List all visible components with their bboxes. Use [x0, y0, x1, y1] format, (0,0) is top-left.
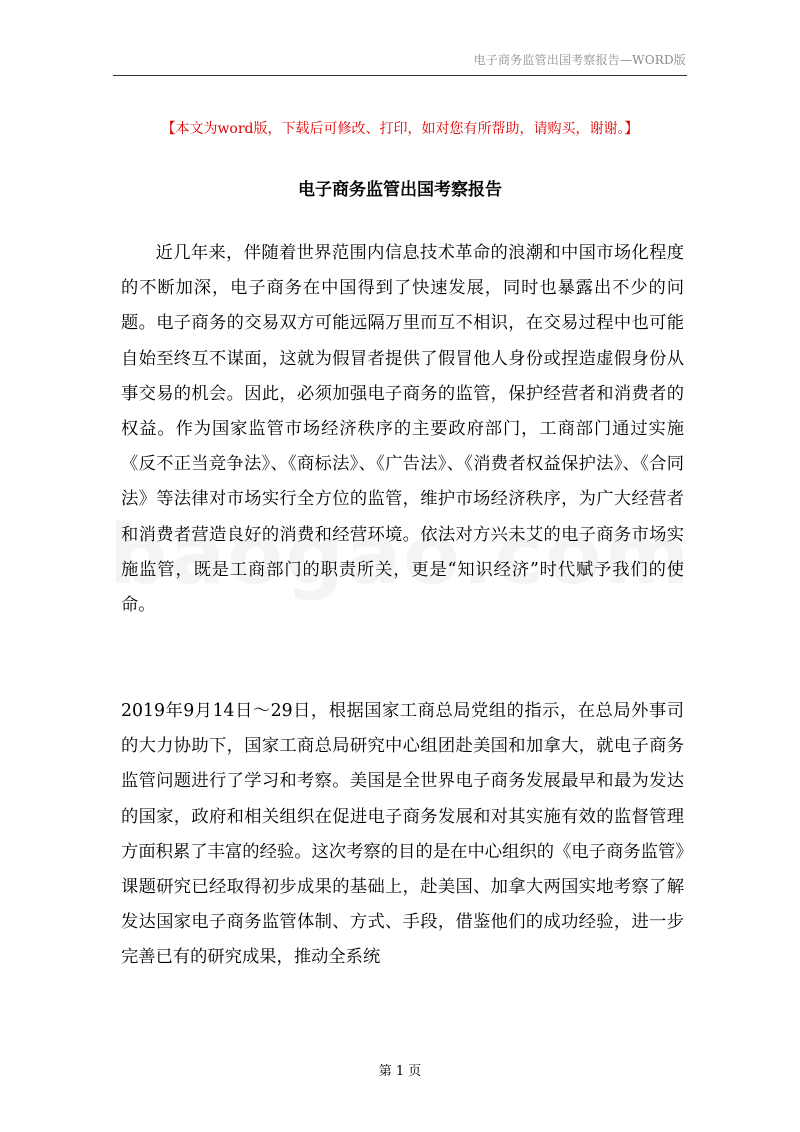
- page-number: 第 1 页: [378, 1064, 422, 1079]
- header-divider: [113, 75, 687, 76]
- running-header: 电子商务监管出国考察报告—WORD版: [473, 53, 686, 67]
- body-paragraph-2: 2019年9月14日～29日，根据国家工商总局党组的指示，在总局外事司的大力协助下，国家工商总局研究中心组团赴美国和加拿大，就电子商务监管问题进行了学习和考察。美国是全世界电子商务发展最早和最为发达的国家，政府和相关组织在促进电子商务发展和对其实施有效的监督管理方面积累了丰富的经验。这次考察的目的是在中心组织的《电子商务监管》课题研究已经取得初步成果的基础上，赴美国、加拿大两国实地考察了解发达国家电子商务监管体制、方式、手段，借鉴他们的成功经验，进一步完善已有的研究成果，推动全系统: [121, 701, 684, 968]
- body-paragraph-1: 近几年来，伴随着世界范围内信息技术革命的浪潮和中国市场化程度的不断加深，电子商务在中国得到了快速发展，同时也暴露出不少的问题。电子商务的交易双方可能远隔万里而互不相识，在交易过程中也可能自始至终互不谋面，这就为假冒者提供了假冒他人身份或捏造虚假身份从事交易的机会。因此，必须加强电子商务的监管，保护经营者和消费者的权益。作为国家监管市场经济秩序的主要政府部门，工商部门通过实施《反不正当竞争法》、《商标法》、《广告法》、《消费者权益保护法》、《合同法》等法律对市场实行全方位的监管，维护市场经济秩序，为广大经营者和消费者营造良好的消费和经营环境。依法对方兴未艾的电子商务市场实施监管，既是工商部门的职责所关，更是“知识经济”时代赋予我们的使命。: [121, 243, 684, 616]
- document-title: 电子商务监管出国考察报告: [298, 180, 502, 200]
- purchase-notice: 【本文为word版，下载后可修改、打印，如对您有所帮助，请购买，谢谢。】: [161, 121, 639, 137]
